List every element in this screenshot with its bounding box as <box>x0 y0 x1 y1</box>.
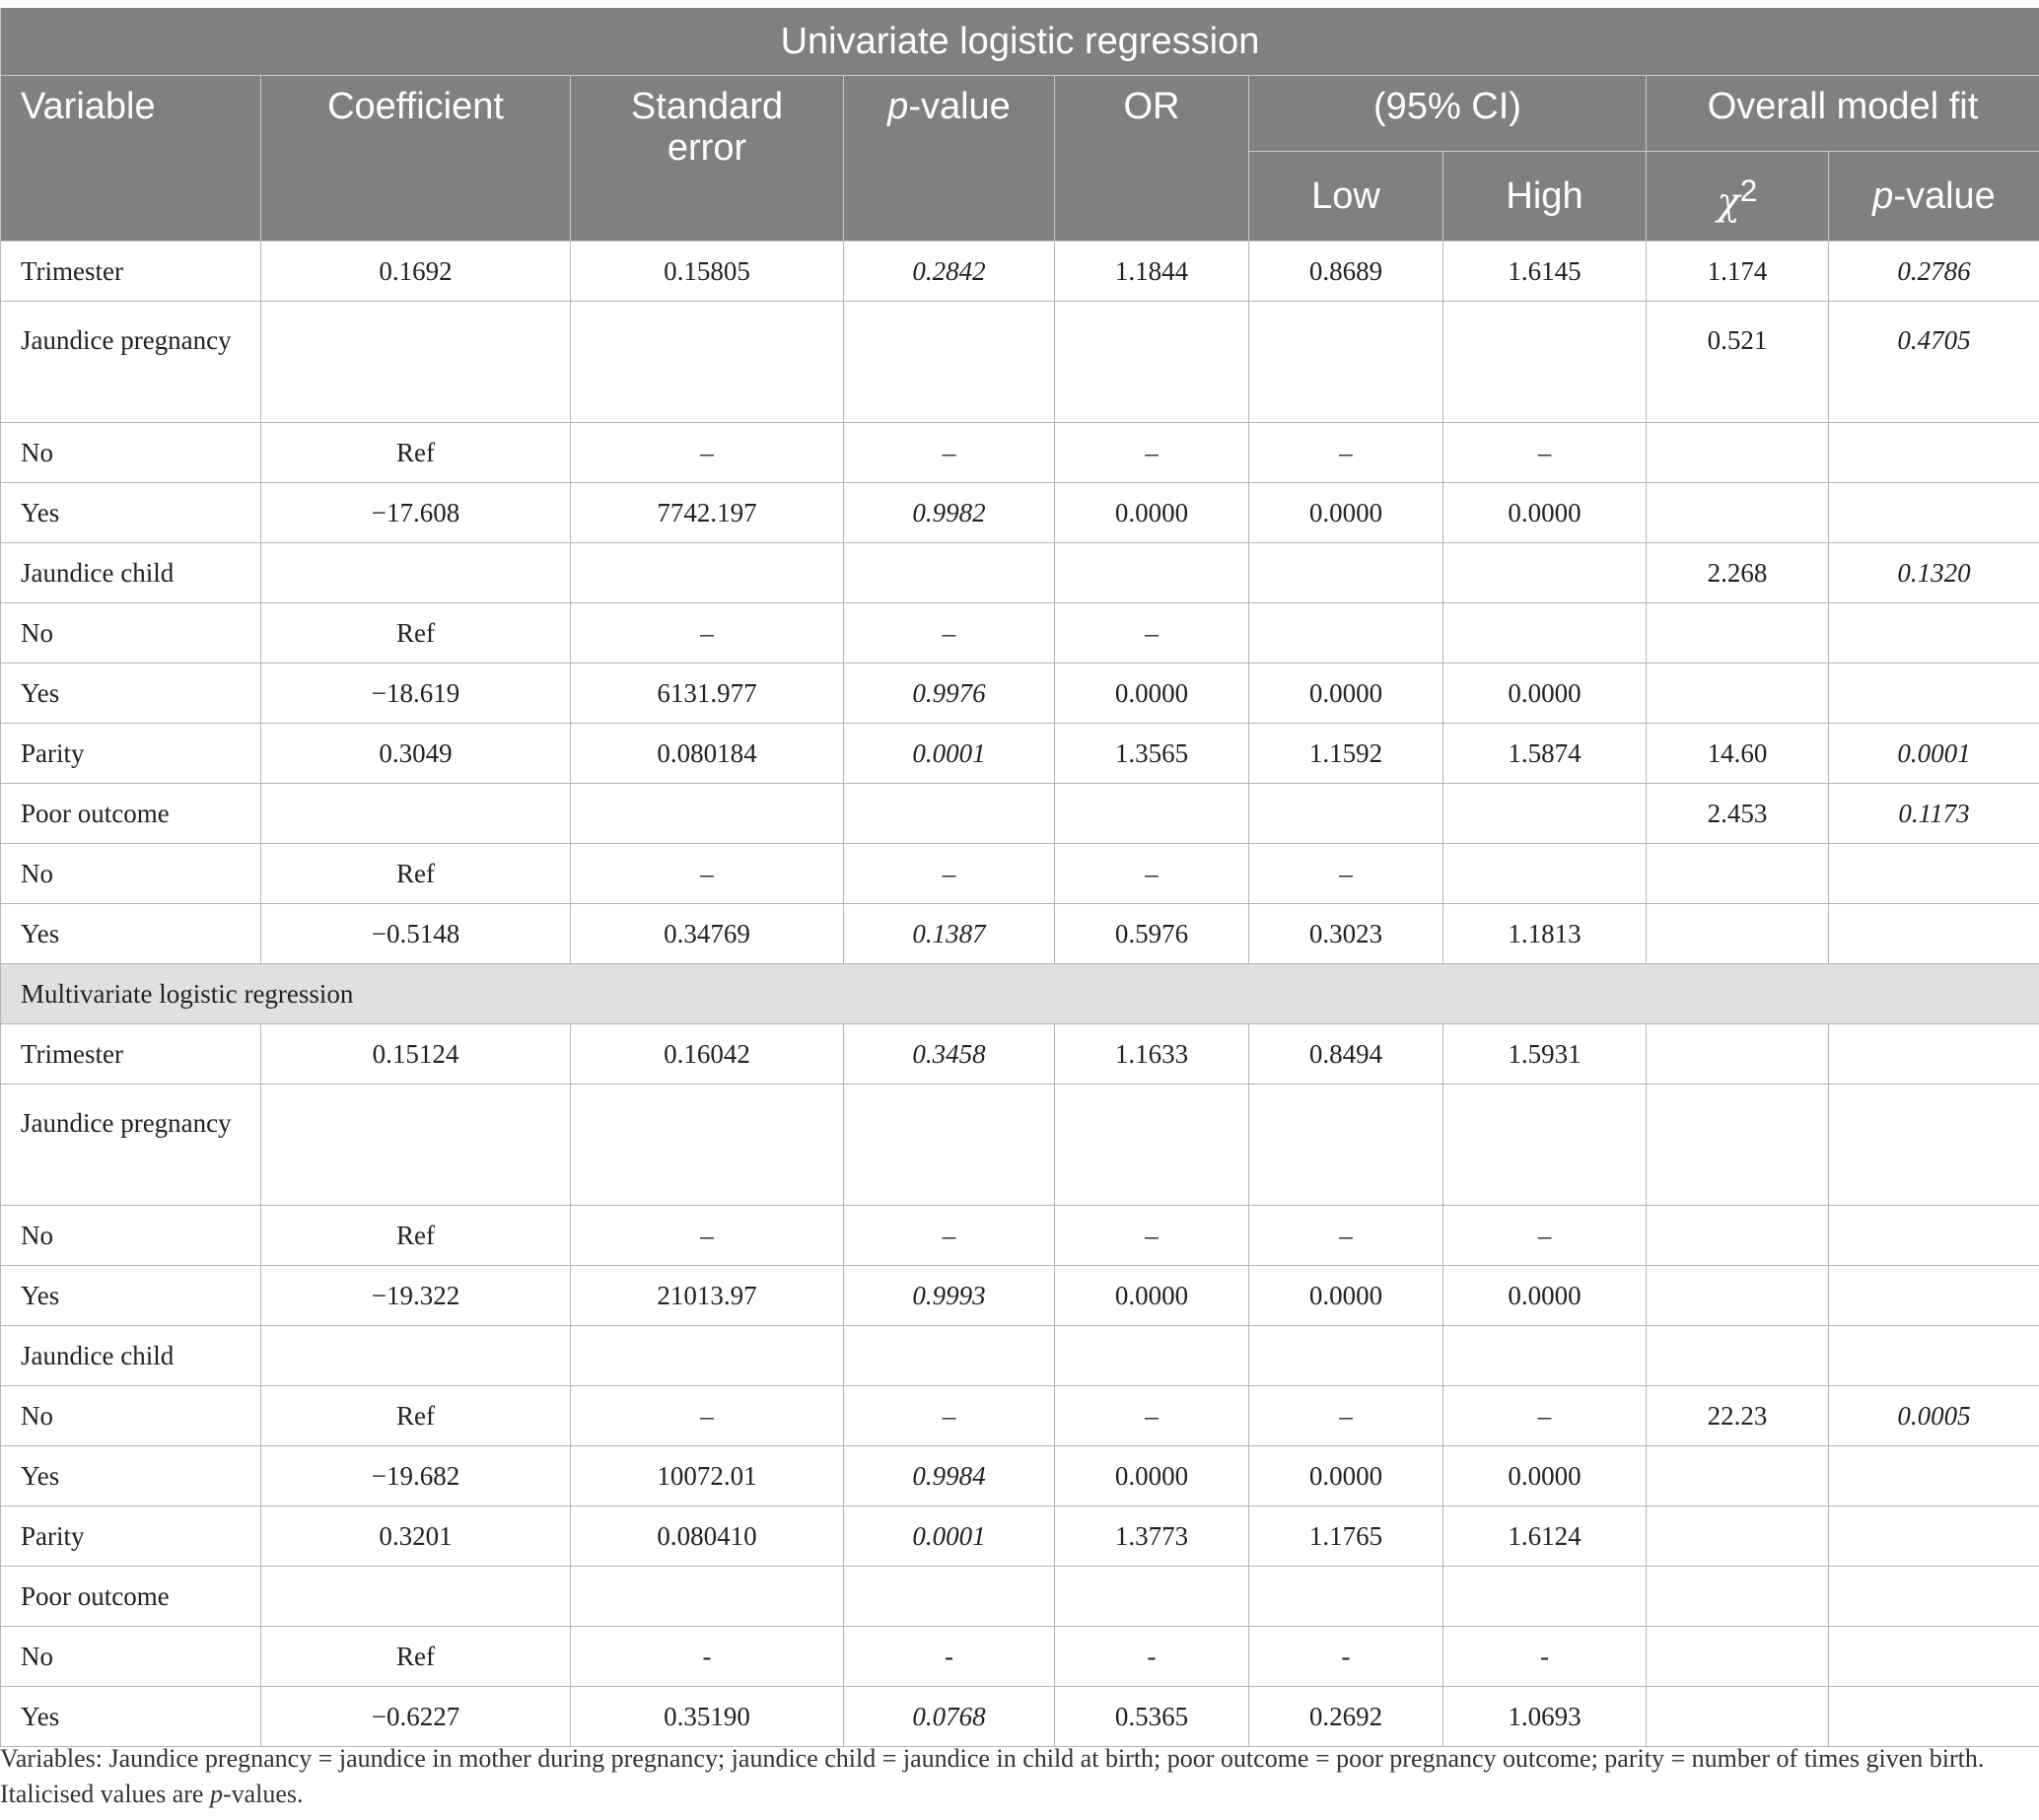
cell-fit-p <box>1829 1206 2039 1266</box>
cell-p <box>844 784 1055 844</box>
cell-low: – <box>1249 1206 1443 1266</box>
cell-fit-p: 0.2786 <box>1829 242 2039 302</box>
cell-or: 0.0000 <box>1055 483 1249 543</box>
table-row <box>1 543 2039 603</box>
cell-se: 21013.97 <box>571 1266 844 1326</box>
cell-fit-p <box>1829 664 2039 724</box>
cell-high <box>1443 1085 1647 1206</box>
cell-high: 0.0000 <box>1443 1446 1647 1506</box>
cell-fit-p <box>1829 1567 2039 1627</box>
footnote-text: Variables: Jaundice pregnancy = jaundice in mother during pregnancy; jaundice child = jaundice in child at birth; poor outcome = poor pregnancy outcome; parity = number of times given birth. Italicised values are <box>0 1744 1985 1808</box>
row-label: Yes <box>1 1446 261 1506</box>
cell-chi2 <box>1647 1446 1829 1506</box>
cell-or: - <box>1055 1627 1249 1687</box>
header-variable: Variable <box>1 76 261 242</box>
cell-high: 1.6145 <box>1443 242 1647 302</box>
cell-low: 0.0000 <box>1249 1446 1443 1506</box>
cell-high: 1.5931 <box>1443 1024 1647 1085</box>
cell-high: 1.1813 <box>1443 904 1647 964</box>
row-label: Poor outcome <box>1 784 261 844</box>
cell-or: 1.3565 <box>1055 724 1249 784</box>
cell-chi2 <box>1647 1266 1829 1326</box>
cell-fit-p <box>1829 423 2039 483</box>
cell-chi2: 22.23 <box>1647 1386 1829 1446</box>
cell-or: 0.0000 <box>1055 664 1249 724</box>
cell-se <box>571 1567 844 1627</box>
cell-chi2: 1.174 <box>1647 242 1829 302</box>
cell-low <box>1249 784 1443 844</box>
cell-fit-p <box>1829 1085 2039 1206</box>
multivariate-section-title: Multivariate logistic regression <box>1 964 2039 1024</box>
cell-high <box>1443 784 1647 844</box>
row-label: No <box>1 1627 261 1687</box>
header-fit-p-italic: p <box>1872 175 1894 217</box>
table-row <box>1 483 2039 543</box>
header-overall-fit: Overall model fit <box>1647 76 2039 152</box>
row-label: Yes <box>1 664 261 724</box>
cell-se: – <box>571 423 844 483</box>
table-row <box>1 904 2039 964</box>
cell-se <box>571 302 844 423</box>
cell-fit-p <box>1829 1506 2039 1567</box>
cell-chi2: 2.453 <box>1647 784 1829 844</box>
cell-se <box>571 1326 844 1386</box>
cell-coef <box>261 1085 571 1206</box>
cell-chi2 <box>1647 483 1829 543</box>
cell-p: – <box>844 423 1055 483</box>
row-label: Yes <box>1 483 261 543</box>
cell-fit-p: 0.0001 <box>1829 724 2039 784</box>
cell-or: – <box>1055 423 1249 483</box>
multivariate-body <box>1 964 2039 1747</box>
cell-se <box>571 543 844 603</box>
cell-coef: 0.15124 <box>261 1024 571 1085</box>
cell-p: – <box>844 1386 1055 1446</box>
cell-or: 1.1633 <box>1055 1024 1249 1085</box>
table-row <box>1 1627 2039 1687</box>
table-row <box>1 844 2039 904</box>
chi-symbol: χ <box>1717 179 1740 224</box>
cell-low <box>1249 1567 1443 1627</box>
cell-coef: −18.619 <box>261 664 571 724</box>
cell-low: 0.8689 <box>1249 242 1443 302</box>
footnote-end: -values. <box>222 1780 304 1808</box>
cell-coef: Ref <box>261 844 571 904</box>
table-row <box>1 1687 2039 1747</box>
cell-or <box>1055 1567 1249 1627</box>
cell-or <box>1055 784 1249 844</box>
cell-or: – <box>1055 1386 1249 1446</box>
cell-or: 1.1844 <box>1055 242 1249 302</box>
cell-p: 0.9984 <box>844 1446 1055 1506</box>
cell-p <box>844 543 1055 603</box>
cell-fit-p <box>1829 904 2039 964</box>
cell-coef <box>261 302 571 423</box>
cell-or <box>1055 302 1249 423</box>
cell-coef: Ref <box>261 1206 571 1266</box>
cell-se: 6131.977 <box>571 664 844 724</box>
cell-p <box>844 1567 1055 1627</box>
table-row <box>1 1024 2039 1085</box>
row-label: Trimester <box>1 242 261 302</box>
cell-high: – <box>1443 1206 1647 1266</box>
header-or: OR <box>1055 76 1249 242</box>
cell-coef <box>261 1567 571 1627</box>
table-row <box>1 1266 2039 1326</box>
cell-low <box>1249 603 1443 664</box>
cell-low: 0.0000 <box>1249 483 1443 543</box>
cell-coef: Ref <box>261 423 571 483</box>
cell-se: – <box>571 1206 844 1266</box>
cell-p: 0.9993 <box>844 1266 1055 1326</box>
cell-p: – <box>844 844 1055 904</box>
row-label: Parity <box>1 724 261 784</box>
table-row <box>1 603 2039 664</box>
cell-coef: 0.1692 <box>261 242 571 302</box>
cell-coef: −19.322 <box>261 1266 571 1326</box>
cell-coef: −0.6227 <box>261 1687 571 1747</box>
header-coefficient: Coefficient <box>261 76 571 242</box>
cell-fit-p <box>1829 1446 2039 1506</box>
cell-chi2: 0.521 <box>1647 302 1829 423</box>
cell-chi2 <box>1647 1326 1829 1386</box>
cell-coef <box>261 1326 571 1386</box>
cell-chi2 <box>1647 1085 1829 1206</box>
cell-high: 1.6124 <box>1443 1506 1647 1567</box>
table-row <box>1 724 2039 784</box>
cell-chi2 <box>1647 1506 1829 1567</box>
cell-low: 1.1765 <box>1249 1506 1443 1567</box>
table-row <box>1 1567 2039 1627</box>
header-standard-error: Standard error <box>571 76 844 242</box>
cell-p: 0.3458 <box>844 1024 1055 1085</box>
header-p-italic: p <box>887 86 909 127</box>
cell-coef: 0.3049 <box>261 724 571 784</box>
cell-fit-p: 0.1320 <box>1829 543 2039 603</box>
row-label: Poor outcome <box>1 1567 261 1627</box>
cell-low: 0.0000 <box>1249 664 1443 724</box>
cell-chi2: 14.60 <box>1647 724 1829 784</box>
cell-low: 0.8494 <box>1249 1024 1443 1085</box>
multivariate-section-row <box>1 964 2039 1024</box>
cell-chi2 <box>1647 1687 1829 1747</box>
chi-superscript: 2 <box>1739 172 1758 208</box>
cell-se <box>571 1085 844 1206</box>
header-fit-p-suffix: -value <box>1893 175 1996 217</box>
row-label: Jaundice child <box>1 1326 261 1386</box>
table-footnote <box>0 1741 2021 1812</box>
cell-high <box>1443 1326 1647 1386</box>
cell-high: – <box>1443 1386 1647 1446</box>
row-label: No <box>1 1206 261 1266</box>
regression-table-container <box>0 8 2039 1747</box>
univariate-body <box>1 242 2039 964</box>
cell-coef: 0.3201 <box>261 1506 571 1567</box>
table-row <box>1 1326 2039 1386</box>
cell-high: 0.0000 <box>1443 483 1647 543</box>
cell-fit-p: 0.1173 <box>1829 784 2039 844</box>
cell-chi2 <box>1647 1567 1829 1627</box>
cell-se: 0.15805 <box>571 242 844 302</box>
cell-p <box>844 1326 1055 1386</box>
cell-coef: Ref <box>261 1627 571 1687</box>
cell-high: 0.0000 <box>1443 1266 1647 1326</box>
row-label: Yes <box>1 1266 261 1326</box>
cell-chi2: 2.268 <box>1647 543 1829 603</box>
cell-se: - <box>571 1627 844 1687</box>
cell-se: 0.080184 <box>571 724 844 784</box>
cell-low <box>1249 543 1443 603</box>
cell-se: – <box>571 844 844 904</box>
table-row <box>1 423 2039 483</box>
cell-high <box>1443 302 1647 423</box>
cell-chi2 <box>1647 904 1829 964</box>
cell-se: 7742.197 <box>571 483 844 543</box>
cell-coef: Ref <box>261 603 571 664</box>
cell-p: 0.0001 <box>844 1506 1055 1567</box>
table-row <box>1 1446 2039 1506</box>
cell-or: 0.5976 <box>1055 904 1249 964</box>
cell-or: – <box>1055 844 1249 904</box>
header-fit-p-value <box>1829 152 2039 242</box>
cell-se: 10072.01 <box>571 1446 844 1506</box>
row-label: Parity <box>1 1506 261 1567</box>
table-title: Univariate logistic regression <box>1 8 2039 76</box>
row-label: Trimester <box>1 1024 261 1085</box>
cell-p: 0.1387 <box>844 904 1055 964</box>
header-chi-squared <box>1647 152 1829 242</box>
cell-p: 0.9982 <box>844 483 1055 543</box>
cell-high <box>1443 1567 1647 1627</box>
cell-or: – <box>1055 603 1249 664</box>
row-label: No <box>1 603 261 664</box>
cell-coef: −19.682 <box>261 1446 571 1506</box>
cell-chi2 <box>1647 1024 1829 1085</box>
cell-chi2 <box>1647 603 1829 664</box>
cell-low: 0.3023 <box>1249 904 1443 964</box>
cell-p: - <box>844 1627 1055 1687</box>
cell-se: 0.080410 <box>571 1506 844 1567</box>
row-label: Jaundice child <box>1 543 261 603</box>
cell-low: 1.1592 <box>1249 724 1443 784</box>
header-p-value <box>844 76 1055 242</box>
cell-high <box>1443 603 1647 664</box>
footnote-p-italic: p <box>209 1780 223 1808</box>
table-row <box>1 664 2039 724</box>
row-label: Yes <box>1 1687 261 1747</box>
cell-low: – <box>1249 844 1443 904</box>
cell-or: 0.0000 <box>1055 1446 1249 1506</box>
cell-fit-p <box>1829 1024 2039 1085</box>
cell-high <box>1443 844 1647 904</box>
cell-high <box>1443 543 1647 603</box>
cell-se: – <box>571 1386 844 1446</box>
cell-fit-p <box>1829 603 2039 664</box>
cell-chi2 <box>1647 844 1829 904</box>
row-label: Yes <box>1 904 261 964</box>
cell-fit-p <box>1829 1326 2039 1386</box>
cell-coef <box>261 543 571 603</box>
cell-p: – <box>844 603 1055 664</box>
cell-p: 0.2842 <box>844 242 1055 302</box>
cell-chi2 <box>1647 1206 1829 1266</box>
cell-chi2 <box>1647 1627 1829 1687</box>
table-row <box>1 1386 2039 1446</box>
table-row <box>1 242 2039 302</box>
cell-or: 1.3773 <box>1055 1506 1249 1567</box>
cell-low: 0.2692 <box>1249 1687 1443 1747</box>
cell-or: – <box>1055 1206 1249 1266</box>
cell-low <box>1249 1326 1443 1386</box>
cell-se: 0.16042 <box>571 1024 844 1085</box>
cell-low: - <box>1249 1627 1443 1687</box>
cell-coef: Ref <box>261 1386 571 1446</box>
cell-fit-p <box>1829 844 2039 904</box>
header-high: High <box>1443 152 1647 242</box>
row-label: Jaundice pregnancy <box>1 302 261 423</box>
cell-high: 1.5874 <box>1443 724 1647 784</box>
cell-se: 0.35190 <box>571 1687 844 1747</box>
cell-coef: −0.5148 <box>261 904 571 964</box>
cell-coef <box>261 784 571 844</box>
cell-p <box>844 302 1055 423</box>
cell-low: – <box>1249 1386 1443 1446</box>
cell-p: – <box>844 1206 1055 1266</box>
cell-fit-p <box>1829 1266 2039 1326</box>
regression-table <box>0 8 2039 1747</box>
header-p-suffix: -value <box>908 86 1011 127</box>
cell-low <box>1249 1085 1443 1206</box>
cell-low: 0.0000 <box>1249 1266 1443 1326</box>
cell-coef: −17.608 <box>261 483 571 543</box>
cell-low: – <box>1249 423 1443 483</box>
row-label: No <box>1 1386 261 1446</box>
table-row <box>1 302 2039 423</box>
cell-p: 0.9976 <box>844 664 1055 724</box>
cell-high: 1.0693 <box>1443 1687 1647 1747</box>
cell-high: - <box>1443 1627 1647 1687</box>
cell-or <box>1055 1326 1249 1386</box>
table-row <box>1 1085 2039 1206</box>
header-ci: (95% CI) <box>1249 76 1647 152</box>
cell-se <box>571 784 844 844</box>
table-row <box>1 1506 2039 1567</box>
cell-or: 0.0000 <box>1055 1266 1249 1326</box>
cell-chi2 <box>1647 423 1829 483</box>
row-label: No <box>1 844 261 904</box>
header-low: Low <box>1249 152 1443 242</box>
cell-high: – <box>1443 423 1647 483</box>
cell-high: 0.0000 <box>1443 664 1647 724</box>
cell-fit-p: 0.4705 <box>1829 302 2039 423</box>
cell-p: 0.0001 <box>844 724 1055 784</box>
table-row <box>1 784 2039 844</box>
cell-chi2 <box>1647 664 1829 724</box>
cell-se: – <box>571 603 844 664</box>
cell-fit-p <box>1829 1627 2039 1687</box>
cell-se: 0.34769 <box>571 904 844 964</box>
cell-fit-p <box>1829 483 2039 543</box>
cell-p: 0.0768 <box>844 1687 1055 1747</box>
cell-fit-p <box>1829 1687 2039 1747</box>
cell-or <box>1055 543 1249 603</box>
cell-or <box>1055 1085 1249 1206</box>
cell-or: 0.5365 <box>1055 1687 1249 1747</box>
row-label: Jaundice pregnancy <box>1 1085 261 1206</box>
cell-low <box>1249 302 1443 423</box>
table-row <box>1 1206 2039 1266</box>
cell-p <box>844 1085 1055 1206</box>
row-label: No <box>1 423 261 483</box>
cell-fit-p: 0.0005 <box>1829 1386 2039 1446</box>
